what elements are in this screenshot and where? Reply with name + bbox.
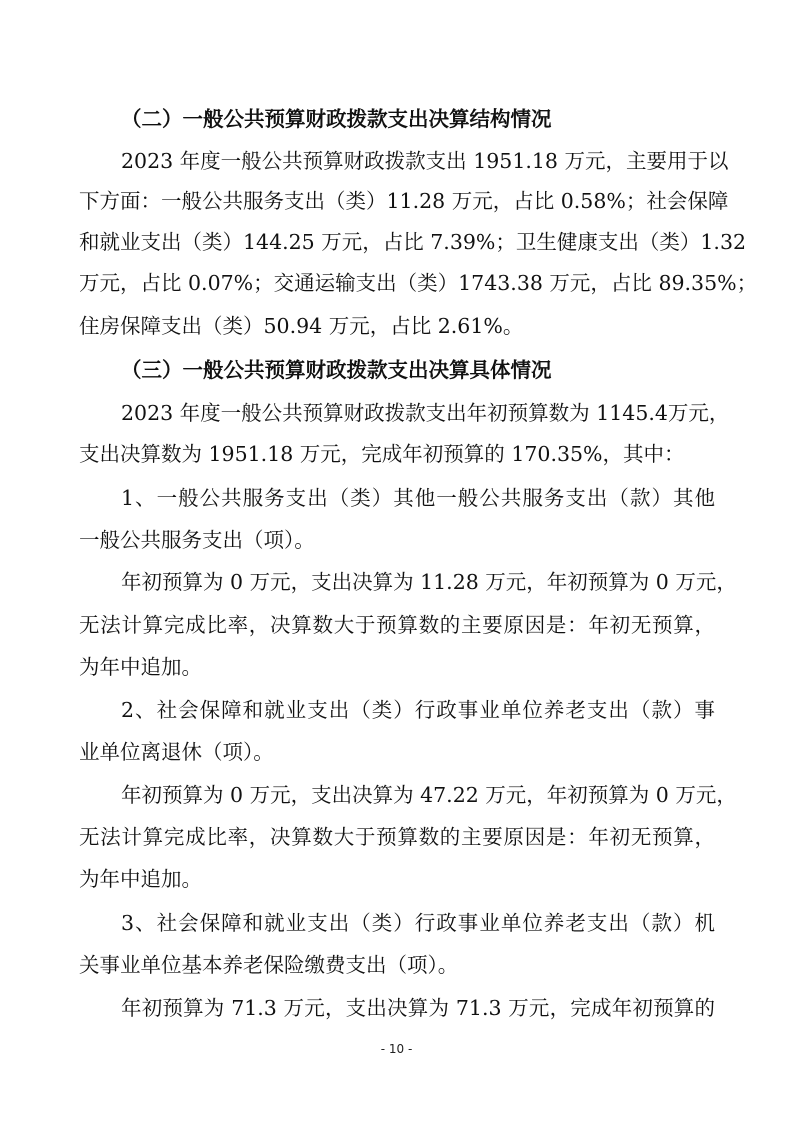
page-number: - 10 - <box>380 1042 413 1056</box>
paragraph-line: 为年中追加。 <box>79 655 202 679</box>
paragraph-line: 无法计算完成比率，决算数大于预算数的主要原因是：年初无预算， <box>79 825 715 849</box>
paragraph-line: 和就业支出（类）144.25 万元，占比 7.39%；卫生健康支出（类）1.32 <box>79 230 747 254</box>
paragraph-line: 下方面：一般公共服务支出（类）11.28 万元，占比 0.58%；社会保障 <box>79 189 729 213</box>
paragraph-line: 2023 年度一般公共预算财政拨款支出年初预算数为 1145.4万元， <box>121 401 730 425</box>
paragraph-line: 万元，占比 0.07%；交通运输支出（类）1743.38 万元，占比 89.35%； <box>79 271 758 295</box>
paragraph-line: 支出决算数为 1951.18 万元，完成年初预算的 170.35%，其中： <box>79 442 685 466</box>
item-title-line: 3、社会保障和就业支出（类）行政事业单位养老支出（款）机 <box>121 911 715 935</box>
item-title-line: 一般公共服务支出（项）。 <box>79 528 315 552</box>
paragraph-line: 为年中追加。 <box>79 867 202 891</box>
section-heading-detail: （三）一般公共预算财政拨款支出决算具体情况 <box>121 358 552 382</box>
item-title-line: 2、社会保障和就业支出（类）行政事业单位养老支出（款）事 <box>121 698 715 722</box>
paragraph-line: 无法计算完成比率，决算数大于预算数的主要原因是：年初无预算， <box>79 613 715 637</box>
item-title-line: 业单位离退休（项）。 <box>79 740 274 764</box>
paragraph-line: 2023 年度一般公共预算财政拨款支出 1951.18 万元，主要用于以 <box>121 149 729 173</box>
item-title-line: 1、一般公共服务支出（类）其他一般公共服务支出（款）其他 <box>121 486 715 510</box>
paragraph-line: 住房保障支出（类）50.94 万元，占比 2.61%。 <box>79 314 524 338</box>
paragraph-line: 年初预算为 0 万元，支出决算为 47.22 万元，年初预算为 0 万元， <box>121 783 737 807</box>
paragraph-line: 年初预算为 71.3 万元，支出决算为 71.3 万元，完成年初预算的 <box>121 996 715 1020</box>
paragraph-line: 年初预算为 0 万元，支出决算为 11.28 万元，年初预算为 0 万元， <box>121 570 737 594</box>
item-title-line: 关事业单位基本养老保险缴费支出（项）。 <box>79 953 459 977</box>
section-heading-structure: （二）一般公共预算财政拨款支出决算结构情况 <box>121 107 552 131</box>
